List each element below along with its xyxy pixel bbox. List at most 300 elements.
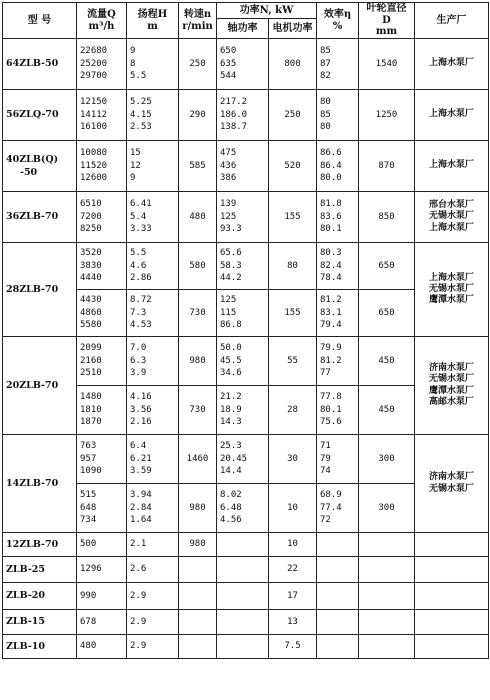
motor-power-value: 13: [287, 616, 298, 627]
manufacturer-cell: [415, 39, 489, 90]
model-label: 20ZLB-70: [6, 379, 59, 391]
head-value: 4.16: [130, 392, 152, 403]
shaft-power-value: 217.2: [220, 97, 248, 108]
diameter-value: 1540: [375, 58, 398, 69]
flow-cell: [77, 533, 127, 557]
efficiency-value: 86.4: [320, 160, 342, 171]
diameter-value: 850: [378, 211, 395, 222]
speed-cell: [179, 635, 217, 659]
table-row: [3, 90, 489, 141]
efficiency-cell: [317, 533, 359, 557]
shaft-power-value: 86.8: [220, 320, 242, 331]
model-label: 14ZLB-70: [6, 477, 59, 489]
diameter-cell: [359, 635, 415, 659]
speed-cell: [179, 610, 217, 635]
manufacturer-name: 鹰潭水泵厂: [428, 295, 474, 306]
head-value: 3.56: [130, 404, 152, 415]
shaft-power-cell: [217, 39, 269, 90]
shaft-power-value: 4.56: [220, 515, 242, 526]
head-cell: [127, 610, 179, 635]
header-speed: 转速n r/min: [179, 3, 217, 39]
head-value: 2.84: [130, 502, 152, 513]
flow-value: 1870: [80, 417, 102, 428]
head-value: 1.64: [130, 515, 152, 526]
flow-value: 10080: [80, 148, 108, 159]
model-cell: [3, 533, 77, 557]
efficiency-cell: [317, 90, 359, 141]
efficiency-cell: [317, 610, 359, 635]
manufacturer-cell: [415, 337, 489, 435]
efficiency-value: 72: [320, 515, 331, 526]
flow-value: 1090: [80, 466, 102, 477]
speed-cell: [179, 90, 217, 141]
shaft-power-value: 14.4: [220, 466, 242, 477]
motor-power-value: 155: [284, 211, 301, 222]
manufacturer-name: 无锡水泵厂: [428, 483, 474, 494]
efficiency-cell: [317, 583, 359, 610]
flow-value: 11520: [80, 160, 108, 171]
head-cell: [127, 243, 179, 290]
manufacturer-name: 上海水泵厂: [428, 109, 474, 120]
speed-cell: [179, 386, 217, 435]
flow-value: 678: [80, 616, 97, 627]
head-value: 3.59: [130, 466, 152, 477]
efficiency-value: 79.4: [320, 320, 342, 331]
flow-value: 2510: [80, 368, 102, 379]
motor-power-cell: [269, 243, 317, 290]
shaft-power-cell: [217, 290, 269, 337]
flow-value: 990: [80, 590, 97, 601]
flow-value: 515: [80, 490, 97, 501]
efficiency-value: 79: [320, 453, 331, 464]
header-manufacturer: 生产厂: [415, 3, 489, 39]
manufacturer-name: 鹰潭水泵厂: [428, 385, 474, 396]
flow-value: 22680: [80, 46, 108, 57]
diameter-cell: [359, 557, 415, 583]
flow-value: 1296: [80, 564, 102, 575]
head-cell: [127, 386, 179, 435]
diameter-value: 650: [378, 260, 395, 271]
flow-value: 4430: [80, 295, 102, 306]
table-row: [3, 435, 489, 484]
model-label: -50: [20, 167, 38, 178]
speed-cell: [179, 290, 217, 337]
head-value: 2.9: [130, 590, 147, 601]
flow-cell: [77, 557, 127, 583]
flow-value: 5580: [80, 320, 102, 331]
speed-value: 1460: [186, 453, 209, 464]
head-value: 6.41: [130, 199, 152, 210]
motor-power-value: 10: [287, 539, 298, 550]
motor-power-value: 250: [284, 109, 301, 120]
head-cell: [127, 290, 179, 337]
head-value: 2.53: [130, 122, 152, 133]
shaft-power-value: 20.45: [220, 453, 248, 464]
diameter-value: 650: [378, 307, 395, 318]
speed-value: 730: [189, 404, 206, 415]
head-value: 5.4: [130, 211, 147, 222]
head-value: 2.9: [130, 641, 147, 652]
head-value: 6.4: [130, 441, 147, 452]
efficiency-cell: [317, 192, 359, 243]
model-cell: [3, 635, 77, 659]
head-value: 2.86: [130, 273, 152, 284]
motor-power-value: 155: [284, 307, 301, 318]
manufacturer-name: 邢台水泵厂: [428, 200, 474, 211]
shaft-power-value: 25.3: [220, 441, 242, 452]
efficiency-value: 77.4: [320, 502, 342, 513]
efficiency-value: 81.8: [320, 199, 342, 210]
efficiency-value: 80.3: [320, 248, 342, 259]
efficiency-value: 80: [320, 122, 331, 133]
speed-value: 980: [189, 539, 206, 550]
head-cell: [127, 337, 179, 386]
head-cell: [127, 90, 179, 141]
efficiency-value: 81.2: [320, 295, 342, 306]
speed-value: 980: [189, 502, 206, 513]
manufacturer-name: 高邮水泵厂: [428, 396, 474, 407]
flow-value: 3520: [80, 248, 102, 259]
speed-cell: [179, 39, 217, 90]
speed-value: 730: [189, 307, 206, 318]
efficiency-value: 71: [320, 441, 331, 452]
manufacturer-name: 上海水泵厂: [428, 222, 474, 233]
model-cell: [3, 90, 77, 141]
motor-power-cell: [269, 484, 317, 533]
motor-power-value: 800: [284, 58, 301, 69]
efficiency-value: 83.1: [320, 307, 342, 318]
flow-cell: [77, 141, 127, 192]
efficiency-value: 85: [320, 109, 331, 120]
head-cell: [127, 192, 179, 243]
shaft-power-value: 45.5: [220, 355, 242, 366]
motor-power-value: 10: [287, 502, 298, 513]
flow-value: 4440: [80, 273, 102, 284]
diameter-cell: [359, 90, 415, 141]
manufacturer-cell: [415, 583, 489, 610]
speed-value: 250: [189, 58, 206, 69]
motor-power-value: 55: [287, 355, 298, 366]
motor-power-cell: [269, 337, 317, 386]
motor-power-cell: [269, 192, 317, 243]
head-cell: [127, 435, 179, 484]
manufacturer-name: 济南水泵厂: [428, 363, 474, 373]
manufacturer-name: 上海水泵厂: [428, 160, 474, 171]
head-value: 4.15: [130, 109, 152, 120]
efficiency-value: 80.1: [320, 404, 342, 415]
efficiency-cell: [317, 386, 359, 435]
flow-value: 4860: [80, 307, 102, 318]
shaft-power-value: 544: [220, 71, 237, 82]
table-row: [3, 635, 489, 659]
head-value: 2.1: [130, 539, 147, 550]
motor-power-cell: [269, 386, 317, 435]
efficiency-value: 77: [320, 368, 331, 379]
manufacturer-cell: [415, 533, 489, 557]
efficiency-value: 82.4: [320, 260, 342, 271]
diameter-value: 300: [378, 502, 395, 513]
speed-value: 480: [189, 211, 206, 222]
shaft-power-value: 436: [220, 160, 237, 171]
flow-value: 29700: [80, 71, 108, 82]
model-label: 28ZLB-70: [6, 283, 59, 295]
efficiency-value: 86.6: [320, 148, 342, 159]
efficiency-value: 78.4: [320, 273, 342, 284]
motor-power-cell: [269, 435, 317, 484]
table-row: [3, 39, 489, 90]
flow-value: 12600: [80, 173, 108, 184]
manufacturer-cell: [415, 635, 489, 659]
diameter-cell: [359, 435, 415, 484]
flow-value: 763: [80, 441, 97, 452]
shaft-power-cell: [217, 610, 269, 635]
header-head: 扬程H m: [127, 3, 179, 39]
shaft-power-value: 44.2: [220, 273, 242, 284]
motor-power-value: 520: [284, 160, 301, 171]
table-body: [3, 39, 489, 659]
motor-power-cell: [269, 583, 317, 610]
flow-value: 1480: [80, 392, 102, 403]
speed-cell: [179, 192, 217, 243]
shaft-power-cell: [217, 90, 269, 141]
model-label: 40ZLB(Q): [6, 153, 59, 165]
manufacturer-cell: [415, 435, 489, 533]
head-value: 9: [130, 173, 136, 184]
diameter-cell: [359, 243, 415, 290]
flow-cell: [77, 435, 127, 484]
head-cell: [127, 635, 179, 659]
shaft-power-value: 21.2: [220, 392, 242, 403]
efficiency-cell: [317, 557, 359, 583]
table-row: [3, 533, 489, 557]
manufacturer-cell: [415, 243, 489, 337]
speed-cell: [179, 557, 217, 583]
head-value: 2.6: [130, 564, 147, 575]
flow-cell: [77, 635, 127, 659]
shaft-power-value: 34.6: [220, 368, 242, 379]
head-value: 3.94: [130, 490, 152, 501]
head-cell: [127, 39, 179, 90]
head-cell: [127, 141, 179, 192]
header-model: 型 号: [3, 3, 77, 39]
head-value: 2.16: [130, 417, 152, 428]
motor-power-value: 7.5: [284, 641, 301, 652]
head-value: 8.72: [130, 295, 152, 306]
shaft-power-value: 65.6: [220, 248, 242, 259]
flow-value: 12150: [80, 97, 108, 108]
efficiency-cell: [317, 435, 359, 484]
shaft-power-value: 125: [220, 211, 237, 222]
head-value: 7.0: [130, 343, 147, 354]
diameter-cell: [359, 39, 415, 90]
flow-cell: [77, 290, 127, 337]
header-efficiency: 效率η %: [317, 3, 359, 39]
efficiency-value: 83.6: [320, 211, 342, 222]
shaft-power-value: 58.3: [220, 260, 242, 271]
manufacturer-name: 济南水泵厂: [428, 472, 474, 483]
head-value: 5.25: [130, 97, 152, 108]
motor-power-value: 28: [287, 404, 298, 415]
flow-cell: [77, 337, 127, 386]
head-value: 4.6: [130, 260, 147, 271]
diameter-cell: [359, 533, 415, 557]
manufacturer-cell: [415, 192, 489, 243]
flow-value: 734: [80, 515, 97, 526]
head-cell: [127, 557, 179, 583]
manufacturer-cell: [415, 141, 489, 192]
head-value: 3.33: [130, 224, 152, 235]
head-value: 7.3: [130, 307, 147, 318]
efficiency-value: 81.2: [320, 355, 342, 366]
speed-cell: [179, 243, 217, 290]
table-row: [3, 583, 489, 610]
diameter-cell: [359, 141, 415, 192]
shaft-power-value: 138.7: [220, 122, 248, 133]
diameter-value: 450: [378, 404, 395, 415]
diameter-value: 870: [378, 160, 395, 171]
motor-power-cell: [269, 610, 317, 635]
shaft-power-value: 650: [220, 46, 237, 57]
manufacturer-name: 上海水泵厂: [428, 272, 474, 283]
efficiency-cell: [317, 337, 359, 386]
manufacturer-name: 无锡水泵厂: [428, 374, 474, 385]
table-row: [3, 141, 489, 192]
motor-power-value: 22: [287, 564, 298, 575]
shaft-power-value: 18.9: [220, 404, 242, 415]
model-cell: [3, 39, 77, 90]
head-value: 5.5: [130, 248, 147, 259]
shaft-power-value: 386: [220, 173, 237, 184]
manufacturer-name: 无锡水泵厂: [428, 211, 474, 222]
model-label: ZLB-20: [6, 590, 45, 602]
flow-cell: [77, 243, 127, 290]
flow-value: 648: [80, 502, 97, 513]
model-cell: [3, 243, 77, 337]
flow-value: 957: [80, 453, 97, 464]
table-header: [3, 3, 489, 39]
model-cell: [3, 583, 77, 610]
head-value: 12: [130, 160, 141, 171]
efficiency-value: 80.0: [320, 173, 342, 184]
shaft-power-value: 475: [220, 148, 237, 159]
shaft-power-cell: [217, 337, 269, 386]
diameter-cell: [359, 290, 415, 337]
efficiency-value: 87: [320, 58, 331, 69]
flow-value: 7200: [80, 211, 102, 222]
head-value: 4.53: [130, 320, 152, 331]
motor-power-cell: [269, 557, 317, 583]
shaft-power-cell: [217, 533, 269, 557]
speed-cell: [179, 583, 217, 610]
header-shaft-power: 轴功率: [217, 19, 269, 39]
model-cell: [3, 192, 77, 243]
diameter-cell: [359, 484, 415, 533]
shaft-power-cell: [217, 557, 269, 583]
flow-value: 2160: [80, 355, 102, 366]
flow-cell: [77, 484, 127, 533]
flow-value: 8250: [80, 224, 102, 235]
motor-power-cell: [269, 635, 317, 659]
model-cell: [3, 610, 77, 635]
shaft-power-cell: [217, 435, 269, 484]
model-cell: [3, 337, 77, 435]
efficiency-value: 74: [320, 466, 331, 477]
diameter-cell: [359, 386, 415, 435]
head-value: 8: [130, 58, 136, 69]
flow-cell: [77, 610, 127, 635]
head-value: 2.9: [130, 616, 147, 627]
diameter-cell: [359, 610, 415, 635]
model-cell: [3, 557, 77, 583]
flow-value: 480: [80, 641, 97, 652]
table-row: [3, 243, 489, 290]
speed-value: 290: [189, 109, 206, 120]
model-label: ZLB-15: [6, 616, 45, 628]
motor-power-value: 30: [287, 453, 298, 464]
diameter-cell: [359, 192, 415, 243]
motor-power-cell: [269, 290, 317, 337]
shaft-power-cell: [217, 484, 269, 533]
model-label: 36ZLB-70: [6, 211, 59, 223]
manufacturer-name: 无锡水泵厂: [428, 283, 474, 294]
header-flow: 流量Q m³/h: [77, 3, 127, 39]
speed-cell: [179, 484, 217, 533]
motor-power-cell: [269, 533, 317, 557]
manufacturer-cell: [415, 610, 489, 635]
efficiency-cell: [317, 635, 359, 659]
motor-power-cell: [269, 90, 317, 141]
speed-cell: [179, 435, 217, 484]
header-impeller-diameter: 叶轮直径 D mm: [359, 3, 415, 39]
shaft-power-value: 125: [220, 295, 237, 306]
flow-value: 25200: [80, 58, 108, 69]
header-power: 功率N, kW: [217, 3, 317, 19]
head-cell: [127, 484, 179, 533]
speed-value: 980: [189, 355, 206, 366]
head-value: 3.9: [130, 368, 147, 379]
flow-cell: [77, 39, 127, 90]
shaft-power-value: 50.0: [220, 343, 242, 354]
shaft-power-cell: [217, 583, 269, 610]
flow-value: 2099: [80, 343, 102, 354]
model-cell: [3, 141, 77, 192]
shaft-power-cell: [217, 635, 269, 659]
flow-value: 14112: [80, 109, 108, 120]
efficiency-value: 80: [320, 97, 331, 108]
pump-spec-table: [2, 2, 489, 659]
table-row: [3, 192, 489, 243]
shaft-power-value: 635: [220, 58, 237, 69]
efficiency-cell: [317, 243, 359, 290]
efficiency-value: 85: [320, 46, 331, 57]
efficiency-value: 80.1: [320, 224, 342, 235]
shaft-power-value: 14.3: [220, 417, 242, 428]
diameter-value: 450: [378, 355, 395, 366]
model-cell: [3, 435, 77, 533]
model-label: 12ZLB-70: [6, 538, 59, 550]
speed-value: 580: [189, 260, 206, 271]
flow-value: 6510: [80, 199, 102, 210]
flow-value: 1810: [80, 404, 102, 415]
diameter-value: 1250: [375, 109, 398, 120]
shaft-power-value: 8.02: [220, 490, 242, 501]
efficiency-value: 79.9: [320, 343, 342, 354]
table-row: [3, 557, 489, 583]
shaft-power-cell: [217, 141, 269, 192]
shaft-power-value: 6.48: [220, 502, 242, 513]
model-label: 64ZLB-50: [6, 58, 59, 70]
shaft-power-value: 139: [220, 199, 237, 210]
